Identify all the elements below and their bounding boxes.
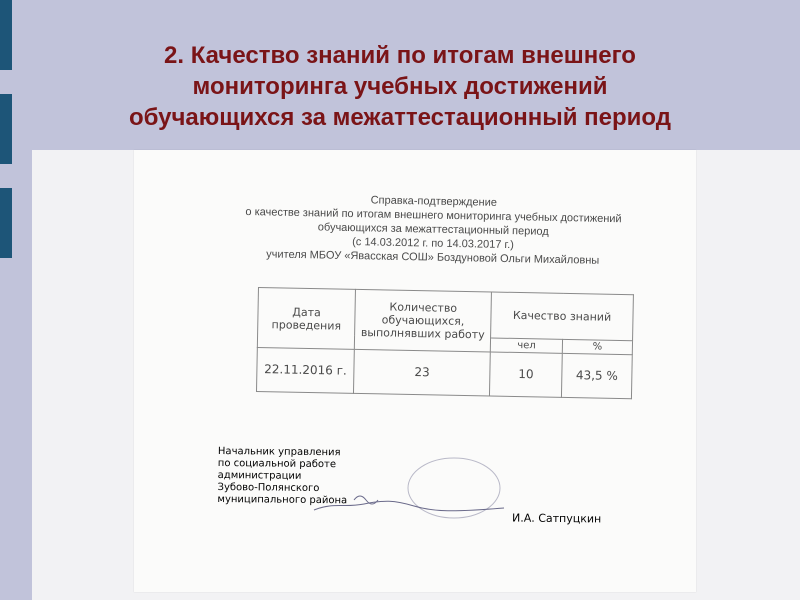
header-quality: Качество знаний <box>491 292 634 341</box>
accent-bar-middle <box>0 94 12 164</box>
position-line: муниципального района <box>217 493 348 507</box>
position-line: Начальник управления <box>217 446 341 459</box>
header-percent: % <box>562 339 632 354</box>
document-header-line: учителя МБОУ «Явасская СОШ» Боздуновой Ольги Михайловны <box>266 248 600 267</box>
header-count: Количество обучающихся, выполнявших работу <box>354 289 491 352</box>
cell-date: 22.11.2016 г. <box>256 347 354 393</box>
slide-title-line: 2. Качество знаний по итогам внешнего <box>164 42 636 69</box>
signatory-position <box>217 446 378 508</box>
cell-percent: 43,5 % <box>561 353 632 398</box>
header-date: Дата проведения <box>257 288 355 350</box>
cell-chel: 10 <box>490 352 563 397</box>
document-header-line: (с 14.03.2012 г. по 14.03.2017 г.) <box>352 236 514 252</box>
position-line: администрации <box>217 469 302 482</box>
slide-title-line: мониторинга учебных достижений <box>192 73 608 100</box>
knowledge-quality-table <box>256 287 634 404</box>
position-line: по социальной работе <box>217 457 337 471</box>
table-row <box>256 347 632 398</box>
cell-count: 23 <box>354 349 491 396</box>
accent-bar-top <box>0 0 12 70</box>
document-header-line: о качестве знаний по итогам внешнего мониторинга учебных достижений <box>245 205 622 226</box>
signatory-name: И.А. Сатпуцкин <box>511 511 602 526</box>
document-header-line: обучающихся за межаттестационный период <box>317 221 549 238</box>
slide-title-line: обучающихся за межаттестационный период <box>128 104 672 131</box>
document-header-line: Справка-подтверждение <box>370 194 498 209</box>
position-line: Зубово-Полянского <box>217 481 320 495</box>
document-header <box>193 190 674 269</box>
accent-bar-bottom <box>0 188 12 258</box>
header-chel: чел <box>490 338 562 353</box>
slide-title <box>60 40 740 133</box>
